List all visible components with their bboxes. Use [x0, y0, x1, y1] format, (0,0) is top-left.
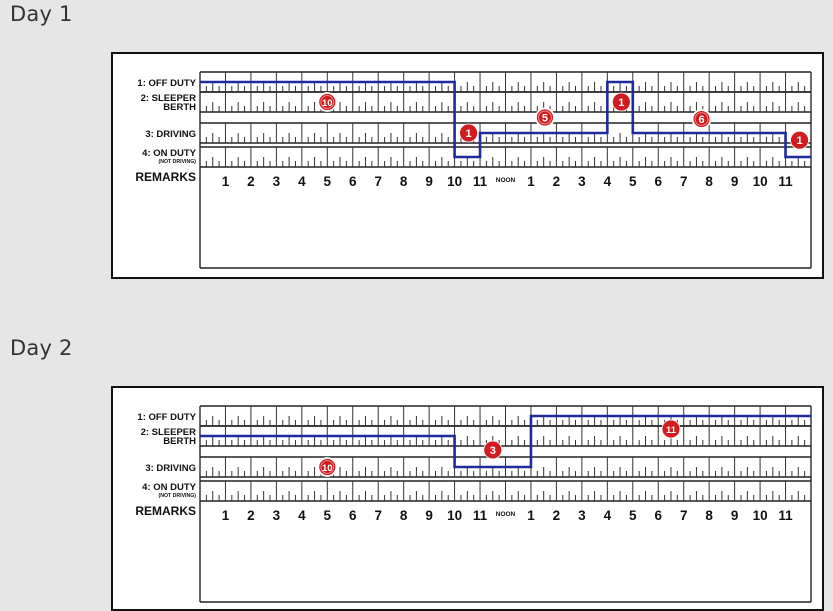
hour-label: 8	[399, 508, 408, 523]
hours-badge-label: 1	[618, 97, 625, 109]
hour-label: 7	[679, 508, 688, 523]
hour-label: 9	[425, 508, 433, 523]
hour-label: 3	[272, 174, 281, 189]
hour-label: 11	[472, 508, 488, 523]
hour-label: 4	[298, 174, 306, 189]
hour-label: 10	[752, 174, 768, 189]
hour-label: 2	[552, 174, 561, 189]
hour-label: 1	[221, 174, 230, 189]
hour-label: 5	[629, 174, 637, 189]
hour-label: 7	[679, 174, 688, 189]
remarks-label: REMARKS	[135, 504, 196, 518]
hour-label: 8	[705, 508, 713, 523]
hour-label: NOON	[495, 511, 516, 518]
hour-label: 2	[247, 174, 255, 189]
row-label: 3: DRIVING	[145, 463, 196, 474]
day1-log-grid	[113, 54, 822, 277]
hours-badge-label: 1	[796, 135, 803, 148]
row-label: 1: OFF DUTY	[137, 78, 196, 89]
hour-label: 3	[578, 508, 586, 523]
hour-label: 6	[348, 508, 357, 523]
hours-badge-label: 1	[465, 128, 472, 140]
day1-log-sheet	[111, 52, 824, 279]
hour-label: 6	[654, 508, 663, 523]
hour-label: 3	[272, 508, 281, 523]
hour-label: 1	[527, 174, 535, 189]
hour-label: 7	[374, 174, 382, 189]
hour-label: 10	[447, 174, 463, 189]
hour-label: 2	[552, 508, 561, 523]
day2-log-sheet	[111, 386, 824, 611]
hours-badge-label: 10	[322, 463, 333, 474]
hour-label: 1	[221, 508, 230, 523]
hour-label: NOON	[495, 177, 516, 184]
hour-label: 7	[374, 508, 382, 523]
row-label: 3: DRIVING	[145, 129, 196, 140]
day1-title: Day 1	[10, 2, 73, 26]
hour-label: 5	[323, 174, 332, 189]
hour-label: 11	[778, 174, 793, 189]
hour-label: 10	[752, 508, 768, 523]
hour-label: 5	[323, 508, 332, 523]
hour-label: 4	[298, 508, 306, 523]
hours-badge-label: 3	[489, 444, 496, 457]
hour-label: 10	[447, 508, 463, 523]
hour-label: 11	[778, 508, 793, 523]
hours-badge-label: 10	[322, 98, 333, 109]
hours-badge-label: 5	[541, 112, 549, 125]
row-sublabel: BERTH	[163, 436, 196, 447]
row-label: 1: OFF DUTY	[137, 412, 196, 423]
hour-label: 4	[603, 508, 612, 523]
row-label: 2: SLEEPER	[140, 93, 196, 104]
row-label: 2: SLEEPER	[140, 427, 196, 438]
hour-label: 11	[472, 174, 488, 189]
hour-label: 5	[629, 508, 637, 523]
row-sublabel: BERTH	[163, 102, 196, 113]
day2-log-grid	[113, 388, 822, 611]
hour-label: 3	[578, 174, 586, 189]
hour-label: 9	[730, 508, 739, 523]
row-label: 4: ON DUTY	[142, 482, 196, 493]
hour-label: 9	[425, 174, 433, 189]
row-sublabel: (NOT DRIVING)	[158, 493, 196, 499]
hours-badge-label: 11	[665, 425, 677, 436]
hour-label: 9	[730, 174, 739, 189]
remarks-label: REMARKS	[135, 170, 196, 184]
hour-label: 8	[399, 174, 408, 189]
hours-badge-label: 6	[698, 114, 705, 127]
hour-label: 2	[247, 508, 255, 523]
row-sublabel: (NOT DRIVING)	[158, 159, 196, 165]
hour-label: 6	[348, 174, 357, 189]
row-label: 4: ON DUTY	[142, 148, 196, 159]
hour-label: 1	[527, 508, 535, 523]
day2-title: Day 2	[10, 336, 73, 360]
hour-label: 8	[705, 174, 713, 189]
hour-label: 6	[654, 174, 663, 189]
hour-label: 4	[603, 174, 612, 189]
